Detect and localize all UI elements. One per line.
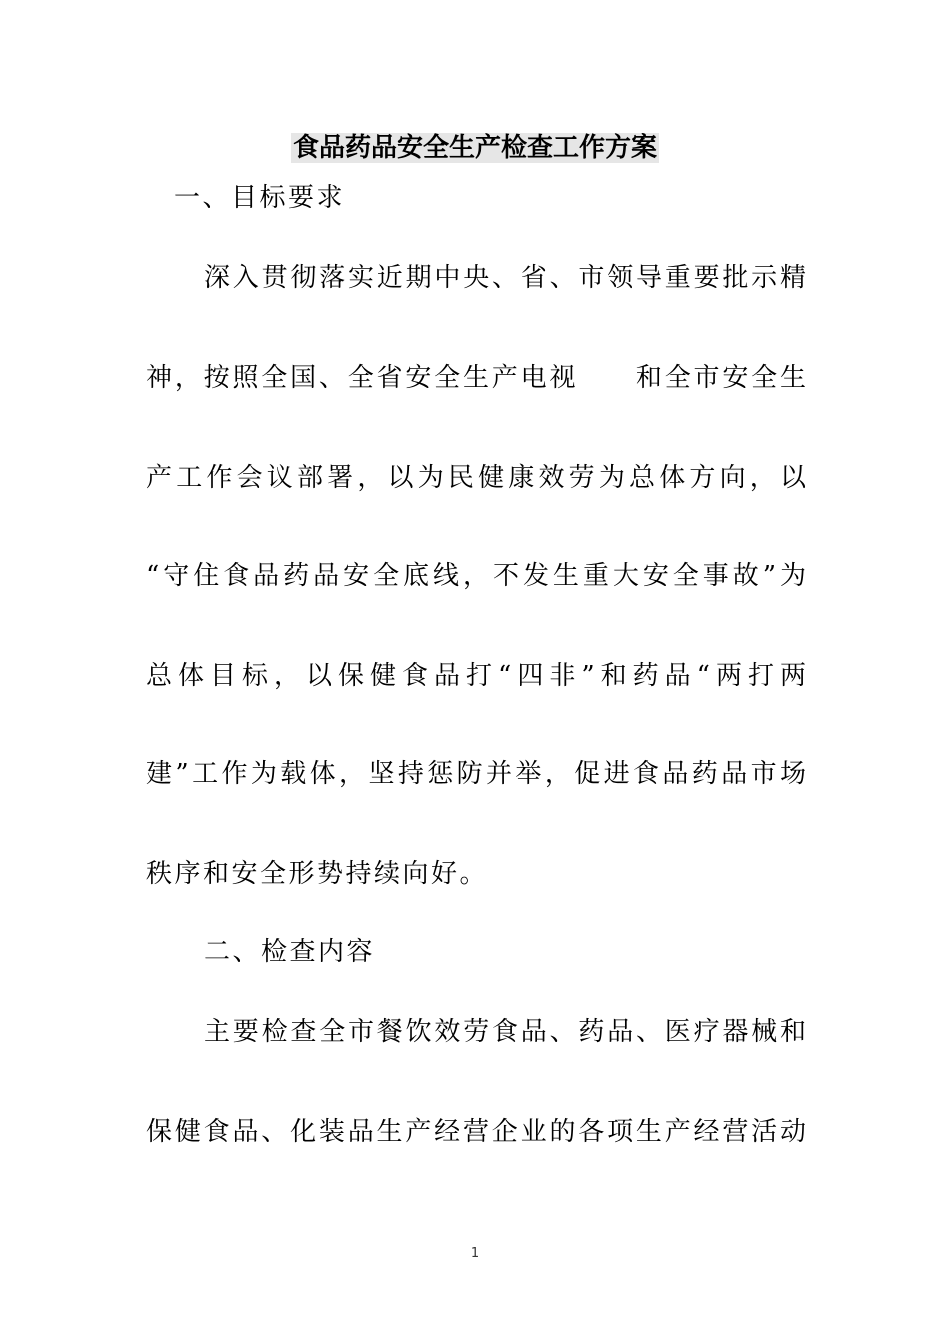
paragraph-line: 主要检查全市餐饮效劳食品、药品、医疗器械和 bbox=[204, 1017, 806, 1047]
paragraph-line: 秩序和安全形势持续向好。 bbox=[146, 859, 489, 889]
paragraph-line: 建”工作为载体，坚持惩防并举，促进食品药品市场 bbox=[146, 759, 806, 789]
document-title-text: 食品药品安全生产检查工作方案 bbox=[292, 133, 657, 163]
document-title bbox=[0, 128, 950, 168]
paragraph-line: 神，按照全国、全省安全生产电视 和全市安全生 bbox=[146, 363, 806, 393]
section-heading-inspection: 二、检查内容 bbox=[204, 937, 376, 967]
paragraph-line: 总体目标，以保健食品打“四非”和药品“两打两 bbox=[146, 661, 806, 691]
page-number: 1 bbox=[470, 1246, 480, 1261]
paragraph-line: 产工作会议部署，以为民健康效劳为总体方向，以 bbox=[146, 463, 806, 493]
paragraph-line: 深入贯彻落实近期中央、省、市领导重要批示精 bbox=[204, 263, 806, 293]
paragraph-line: 保健食品、化装品生产经营企业的各项生产经营活动 bbox=[146, 1117, 806, 1147]
section-heading-goals: 一、目标要求 bbox=[174, 183, 346, 213]
paragraph-line: “守住食品药品安全底线，不发生重大安全事故”为 bbox=[146, 561, 806, 591]
